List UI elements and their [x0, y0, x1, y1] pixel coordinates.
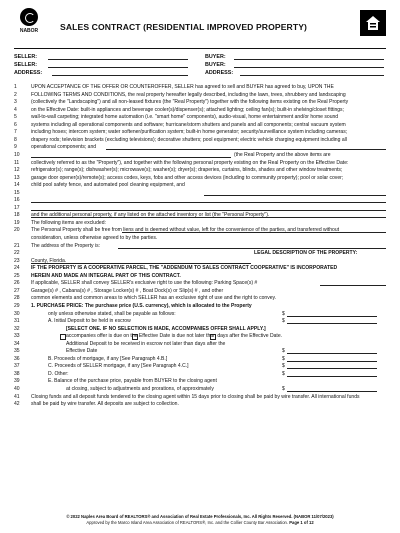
line-number: 20 [14, 227, 20, 234]
dollar-sign: $ [282, 310, 285, 317]
seller-address-field[interactable] [52, 75, 188, 76]
dollar-sign: $ [282, 363, 285, 370]
buyer-1-field[interactable] [234, 59, 384, 60]
line-text: collectively referred to as the "Property"), and together with the following personal property existing on the Real Property on the Effective Date: [31, 159, 349, 166]
accompanies-offer-checkbox[interactable] [60, 334, 66, 340]
line-number: 37 [14, 363, 20, 370]
line-number: 25 [14, 272, 20, 279]
line-number: 33 [14, 333, 20, 340]
seller-label-2: SELLER: [14, 62, 38, 68]
nabor-logo [14, 8, 44, 42]
line-text: and the additional personal property, if any listed on the attached inventory or list (the "Personal Property"). [31, 212, 270, 219]
line-number: 10 [14, 151, 20, 158]
copyright-line: © 2022 Naples Area Board of REALTORS® and Association of Real Estate Professionals, Inc. All Rights Reserved. (NABOR 11/07/2023) [66, 514, 334, 519]
line-number: 19 [14, 219, 20, 226]
line-number: 16 [14, 197, 20, 204]
line-text: only unless otherwise stated, shall be payable as follows: [48, 310, 176, 317]
line-text: Closing funds and all deposit funds tendered to the closing agent within 15 days prior to closing shall be paid by wire transfer. All international funds [31, 393, 360, 400]
line-number: 39 [14, 378, 20, 385]
property-address-field[interactable] [118, 248, 386, 249]
line-number: 9 [14, 144, 17, 151]
line-number: 31 [14, 318, 20, 325]
dollar-sign: $ [282, 355, 285, 362]
line-number: 23 [14, 257, 20, 264]
line-number: 1 [14, 84, 17, 90]
items-fill-line[interactable] [31, 157, 231, 158]
line-text: E. Balance of the purchase price, payable from BUYER to the closing agent [48, 378, 217, 385]
excluded-items-field[interactable] [122, 232, 386, 233]
line-text: UPON ACCEPTANCE OF THE OFFER OR COUNTEROFFER, SELLER has agreed to sell and BUYER has agreed to buy, UPON THE [31, 84, 334, 90]
nabor-logo-text: NABOR [19, 28, 39, 34]
line-number: 28 [14, 295, 20, 302]
line-number: 21 [14, 242, 20, 249]
operational-fill-line[interactable] [106, 149, 386, 150]
line-number: 34 [14, 340, 20, 347]
line-number: 36 [14, 355, 20, 362]
approval-text: Approved by the Marco Island Area Association of REALTORS®, Inc. and the Collier County Bar Association. [86, 520, 289, 525]
header-rule [14, 48, 386, 49]
line-number: 11 [14, 159, 20, 166]
line-text: refrigerator(s); range(s); dishwasher(s); microwave(s); washer(s); dryer(s); draperies, curtains, blinds, shades and other window treatments; [31, 167, 343, 174]
buyer-address-field[interactable] [240, 75, 384, 76]
blank-fill-line[interactable] [31, 217, 386, 218]
line-text: child pool safety fence, and automated pool cleaning equipment, and [31, 182, 185, 189]
nabor-mark-icon [20, 8, 38, 26]
line-text: at closing, subject to adjustments and prorations, of approximately [66, 386, 214, 392]
equal-housing-opportunity-icon [360, 10, 386, 38]
page-number: Page 1 of 12 [289, 520, 314, 525]
line-number: 13 [14, 174, 20, 181]
line-text: accompanies offer is due on the Effective Date is due not later than days after the Effective Date. [66, 333, 283, 340]
line-text: (the Real Property and the above items are [234, 151, 331, 158]
line-text: C. Proceeds of SELLER mortgage, if any [See Paragraph 4.C.] [48, 363, 189, 370]
line-number: 42 [14, 401, 20, 408]
line-text: Additional Deposit to be received in escrow not later than days after the [66, 340, 226, 347]
line-number: 29 [14, 302, 20, 309]
dollar-sign: $ [282, 348, 285, 355]
line-number: 12 [14, 167, 20, 174]
line-number: 40 [14, 386, 20, 392]
seller-2-field[interactable] [48, 67, 188, 68]
line-number: 35 [14, 348, 20, 355]
line-number: 15 [14, 189, 20, 196]
dollar-sign: $ [282, 318, 285, 325]
line-number: 18 [14, 212, 20, 219]
line-number: 17 [14, 204, 20, 211]
buyer-2-field[interactable] [234, 67, 384, 68]
line-number: 24 [14, 265, 20, 272]
line-text: If applicable, SELLER shall convey SELLER's exclusive right to use the following: Parking Space(s) # [31, 280, 258, 287]
dollar-sign: $ [282, 386, 285, 392]
line-text: garage door opener(s)/remote(s); access codes, keys, fobs and other access devices (including to community property); pool or solar cover; [31, 174, 344, 181]
approval-line [0, 520, 400, 525]
line-text: systems including all operational components and software; hurricane/storm shutters and panels and all components; central vacuum system [31, 121, 346, 128]
line-text: including hoses; intercom system; water softener/purification system; built-in home generator; security/surveillance system including cameras; [31, 129, 348, 136]
line-text: HEREIN AND MADE AN INTEGRAL PART OF THIS CONTRACT. [31, 272, 181, 279]
due-not-later-checkbox[interactable] [210, 334, 216, 340]
line-text: Effective Date [66, 348, 98, 355]
pool-equipment-fill-line[interactable] [204, 195, 386, 196]
seller-1-field[interactable] [48, 59, 188, 60]
line-text: The following items are excluded: [31, 219, 106, 226]
line-number: 2 [14, 91, 17, 98]
line-number: 6 [14, 121, 17, 128]
line-number: 38 [14, 370, 20, 377]
line-text: FOLLOWING TERMS AND CONDITIONS, the real property hereafter legally described, including the lawn, trees, shrubbery and landscaping [31, 91, 346, 98]
line-number: 5 [14, 114, 17, 121]
line-text: drapery rods; television brackets (excluding televisions); decorative shutters; pool equipment; electric vehicle charging equipment including all [31, 136, 347, 143]
line-text: 1. PURCHASE PRICE: The purchase price (U.S. currency), which is allocated to the Property [31, 302, 252, 309]
line-number: 32 [14, 325, 20, 332]
blank-fill-line[interactable] [31, 202, 386, 203]
line-number: 4 [14, 106, 17, 113]
document-title: SALES CONTRACT (RESIDENTIAL IMPROVED PROPERTY) [60, 22, 307, 32]
line-number: 41 [14, 393, 20, 400]
line-number: 7 [14, 129, 17, 136]
line-text: LEGAL DESCRIPTION OF THE PROPERTY: [254, 250, 358, 257]
line-number: 26 [14, 280, 20, 287]
line-text: consideration, unless otherwise agreed to by the parties. [31, 235, 158, 241]
legal-description-field[interactable] [31, 263, 251, 264]
parking-space-field[interactable] [320, 285, 386, 286]
buyer-label-1: BUYER: [205, 54, 226, 60]
blank-fill-line[interactable] [31, 210, 386, 211]
buyer-address-label: ADDRESS: [205, 70, 234, 76]
line-text: D. Other: [48, 370, 69, 377]
line-number: 27 [14, 287, 20, 294]
line-text: (collectively the "Landscaping") and all non-leased fixtures (the "Real Property") together with the following items existing on the Real Property [31, 99, 349, 106]
line-text: wall-to-wall carpeting; integrated home automation (i.e. "smart home" components), audio-visual, home entertainment and/or home sound [31, 114, 339, 121]
line-text: The address of the Property is: [31, 242, 101, 249]
line-number: 30 [14, 310, 20, 317]
buyer-label-2: BUYER: [205, 62, 226, 68]
line-text: on the Effective Date: built-in appliances and beverage cooler(s)/dispenser(s); attached lighting; ceiling fan(s); built-in shelving/closet fittings; [31, 106, 344, 113]
seller-address-label: ADDRESS: [14, 70, 43, 76]
line-text: common elements and common areas to which SELLER has an exclusive right of use and the right to convey. [31, 295, 277, 302]
line-text: [SELECT ONE. IF NO SELECTION IS MADE, ACCOMPANIES OFFER SHALL APPLY.] [66, 325, 266, 332]
line-number: 3 [14, 99, 17, 106]
line-text: operational components; and [31, 144, 97, 151]
line-text: Garage(s) # , Cabana(s) # , Storage Locker(s) # , Boat Dock(s) or Slip(s) # , and other [31, 287, 224, 294]
dollar-sign: $ [282, 370, 285, 377]
due-effective-date-checkbox[interactable] [132, 334, 138, 340]
line-number: 8 [14, 136, 17, 143]
line-text: shall be paid by wire transfer. All deposits are subject to collection. [31, 401, 179, 408]
line-text: County, Florida. [31, 257, 67, 264]
seller-label-1: SELLER: [14, 54, 38, 60]
line-number: 22 [14, 250, 20, 257]
line-text: The Personal Property shall be free from liens and is deemed without value, left for the convenience of the parties, and transferred without [31, 227, 340, 234]
line-text: B. Proceeds of mortgage, if any [See Paragraph 4.B.] [48, 355, 168, 362]
line-text: A. Initial Deposit to be held in escrow [48, 318, 131, 325]
line-text: IF THE PROPERTY IS A COOPERATIVE PARCEL, THE "ADDENDUM TO SALES CONTRACT COOPERATIVE" IS INCORPORATED [31, 265, 338, 272]
document-header [14, 8, 386, 50]
line-number: 14 [14, 182, 20, 189]
